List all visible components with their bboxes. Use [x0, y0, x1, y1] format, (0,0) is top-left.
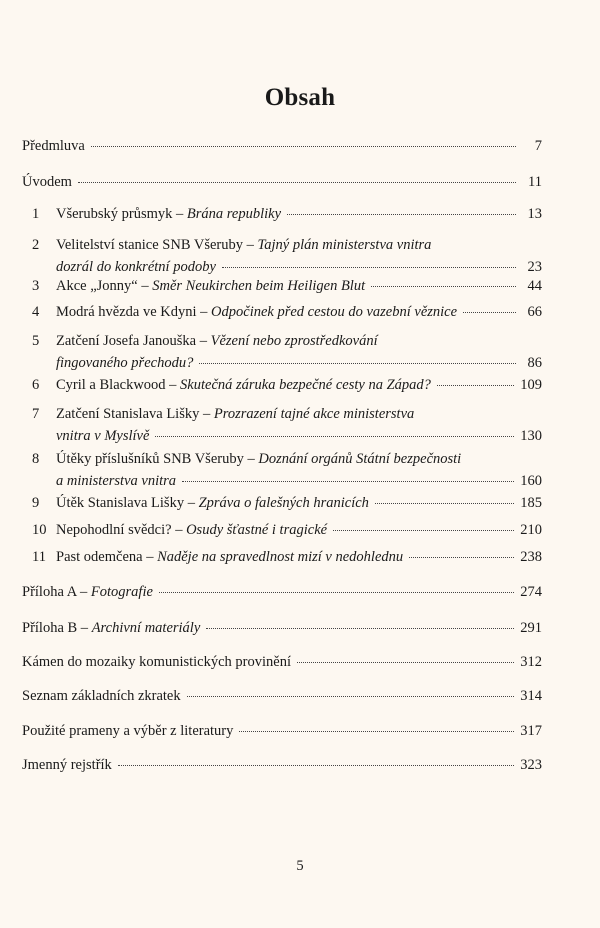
toc-page-number: 210	[520, 522, 542, 538]
entry-title-text: Zatčení Stanislava Lišky –	[56, 406, 214, 422]
dot-leader	[187, 682, 515, 697]
entry-title-text: Jmenný rejstřík	[22, 757, 112, 773]
toc-page-number: 23	[527, 259, 542, 275]
toc-page-number: 185	[520, 495, 542, 511]
entry-subtitle-text: vnitra v Myslívě	[56, 428, 150, 444]
entry-subtitle-text: Archivní materiály	[91, 620, 201, 636]
toc-chapter-entry	[22, 403, 542, 447]
toc-entry-label	[56, 492, 369, 514]
chapter-number: 9	[32, 495, 40, 511]
entry-title-text: Cyril a Blackwood –	[56, 377, 181, 393]
dot-leader	[239, 717, 514, 732]
toc-entry-label	[22, 651, 291, 673]
toc-chapter-entry	[22, 492, 542, 514]
chapter-number: 11	[32, 549, 46, 565]
toc-entry-label	[22, 754, 112, 776]
toc-page-number: 291	[520, 620, 542, 636]
toc-page-number: 109	[520, 377, 542, 393]
toc-page-number: 86	[527, 355, 542, 371]
toc-entry-predmluva	[22, 135, 542, 157]
toc-chapter-entry	[22, 374, 542, 396]
toc-entry-line	[22, 301, 542, 323]
toc-chapter-entry	[22, 203, 542, 225]
dot-leader	[287, 200, 516, 215]
dot-leader	[182, 467, 514, 482]
toc-chapter-entry	[22, 546, 542, 568]
entry-subtitle-text: Prozrazení tajné akce ministerstva	[213, 406, 415, 422]
toc-entry-label	[56, 470, 176, 492]
dot-leader	[463, 298, 516, 313]
toc-entry-line	[22, 754, 542, 776]
toc-entry-line	[22, 519, 542, 541]
toc-appendix-entry	[22, 651, 542, 673]
toc-entry-line	[22, 203, 542, 225]
entry-title-text: Všerubský průsmyk –	[56, 206, 187, 222]
entry-title-text: Akce „Jonny“ –	[56, 278, 153, 294]
toc-page-number: 66	[527, 304, 542, 320]
entry-title-text: Nepohodlní svědci? –	[56, 522, 187, 538]
toc-entry-label	[22, 617, 200, 639]
toc-page-number: 314	[520, 688, 542, 704]
entry-title-text: Past odemčena –	[56, 549, 158, 565]
entry-title-text: Použité prameny a výběr z literatury	[22, 723, 234, 739]
entry-title-text: Útěk Stanislava Lišky –	[56, 495, 199, 511]
toc-appendix-entry	[22, 720, 542, 742]
dot-leader	[297, 648, 514, 663]
chapter-number: 7	[32, 406, 40, 422]
entry-subtitle-text: Směr Neukirchen beim Heiligen Blut	[152, 278, 366, 294]
chapter-number: 10	[32, 522, 47, 538]
toc-entry-line	[22, 425, 542, 447]
toc-chapter-entry	[22, 301, 542, 323]
dot-leader	[409, 543, 514, 558]
entry-title-text: Seznam základních zkratek	[22, 688, 181, 704]
entry-title-text: Příloha B –	[22, 620, 92, 636]
entry-subtitle-text: dozrál do konkrétní podoby	[56, 259, 216, 275]
dot-leader	[206, 614, 514, 629]
toc-chapter-entry	[22, 275, 542, 297]
toc-entry-label	[22, 685, 181, 707]
toc-entry-line	[22, 685, 542, 707]
entry-title-text: Modrá hvězda ve Kdyni –	[56, 304, 212, 320]
chapter-number: 3	[32, 278, 40, 294]
entry-title-text: Zatčení Josefa Janouška –	[56, 333, 211, 349]
toc-entry-line	[22, 374, 542, 396]
chapter-number: 5	[32, 333, 40, 349]
dot-leader	[333, 516, 514, 531]
entry-title-text: Velitelství stanice SNB Všeruby –	[56, 237, 258, 253]
entry-subtitle-text: Odpočinek před cestou do vazební věznice	[211, 304, 458, 320]
toc-entry-label	[56, 519, 327, 541]
entry-subtitle-text: Fotografie	[90, 584, 153, 600]
toc-entry-line	[22, 581, 542, 603]
dot-leader	[155, 422, 514, 437]
toc-page-number: 130	[520, 428, 542, 444]
toc-page-number: 11	[528, 174, 542, 190]
dot-leader	[437, 371, 514, 386]
dot-leader	[159, 578, 514, 593]
entry-title-text: Příloha A –	[22, 584, 91, 600]
toc-entry-label	[22, 720, 233, 742]
dot-leader	[118, 751, 514, 766]
entry-subtitle-text: Tajný plán ministerstva vnitra	[257, 237, 432, 253]
toc-chapter-entry	[22, 330, 542, 374]
dot-leader	[222, 253, 516, 268]
toc-entry-line	[22, 720, 542, 742]
toc-chapter-entry	[22, 519, 542, 541]
toc-page-number: 7	[534, 138, 542, 154]
page-title: Obsah	[264, 84, 336, 111]
page-number: 5	[296, 858, 304, 874]
toc-page-number: 160	[520, 473, 542, 489]
toc-appendix-entry	[22, 685, 542, 707]
toc-entry-line	[22, 546, 542, 568]
toc-entry-line	[22, 651, 542, 673]
chapter-number: 4	[32, 304, 40, 320]
toc-entry-label	[56, 352, 193, 374]
toc-entry-line	[22, 492, 542, 514]
entry-title-text: Útěky příslušníků SNB Všeruby –	[56, 451, 259, 467]
toc-page-number: 13	[527, 206, 542, 222]
entry-title-text: Kámen do mozaiky komunistických provinění	[22, 654, 292, 670]
toc-chapter-entry	[22, 448, 542, 492]
entry-subtitle-text: Naděje na spravedlnost mizí v nedohlednu	[157, 549, 404, 565]
chapter-number: 8	[32, 451, 40, 467]
dot-leader	[375, 489, 514, 504]
toc-entry-label: Úvodem	[22, 174, 72, 190]
dot-leader	[199, 349, 516, 364]
entry-subtitle-text: Vězení nebo zprostředkování	[210, 333, 378, 349]
entry-subtitle-text: Osudy šťastné i tragické	[186, 522, 328, 538]
entry-subtitle-text: Skutečná záruka bezpečné cesty na Západ?	[180, 377, 431, 393]
entry-subtitle-text: Brána republiky	[186, 206, 282, 222]
chapter-number: 2	[32, 237, 40, 253]
chapter-number: 1	[32, 206, 40, 222]
toc-entry-label	[56, 301, 457, 323]
toc-entry-uvodem	[22, 171, 542, 193]
toc-entry-label	[22, 581, 153, 603]
toc-appendix-entry	[22, 754, 542, 776]
toc-entry-label	[56, 275, 365, 297]
entry-subtitle-text: a ministerstva vnitra	[56, 473, 177, 489]
toc-page-number: 274	[520, 584, 542, 600]
toc-entry-label	[56, 374, 431, 396]
dot-leader	[91, 132, 516, 147]
chapter-number: 6	[32, 377, 40, 393]
entry-subtitle-text: fingovaného přechodu?	[56, 355, 194, 371]
dot-leader	[78, 168, 516, 183]
toc-page-number: 238	[520, 549, 542, 565]
toc-page-number: 44	[527, 278, 542, 294]
toc-page-number: 312	[520, 654, 542, 670]
toc-entry-label	[56, 203, 281, 225]
toc-entry-line	[22, 617, 542, 639]
toc-entry-label	[56, 546, 403, 568]
toc-entry-label	[56, 425, 149, 447]
entry-subtitle-text: Zpráva o falešných hranicích	[198, 495, 369, 511]
toc-entry-line	[22, 275, 542, 297]
toc-page-number: 323	[520, 757, 542, 773]
dot-leader	[371, 272, 516, 287]
toc-appendix-entry	[22, 617, 542, 639]
toc-page-number: 317	[520, 723, 542, 739]
entry-subtitle-text: Doznání orgánů Státní bezpečnosti	[258, 451, 462, 467]
toc-entry-label: Předmluva	[22, 138, 85, 154]
toc-appendix-entry	[22, 581, 542, 603]
